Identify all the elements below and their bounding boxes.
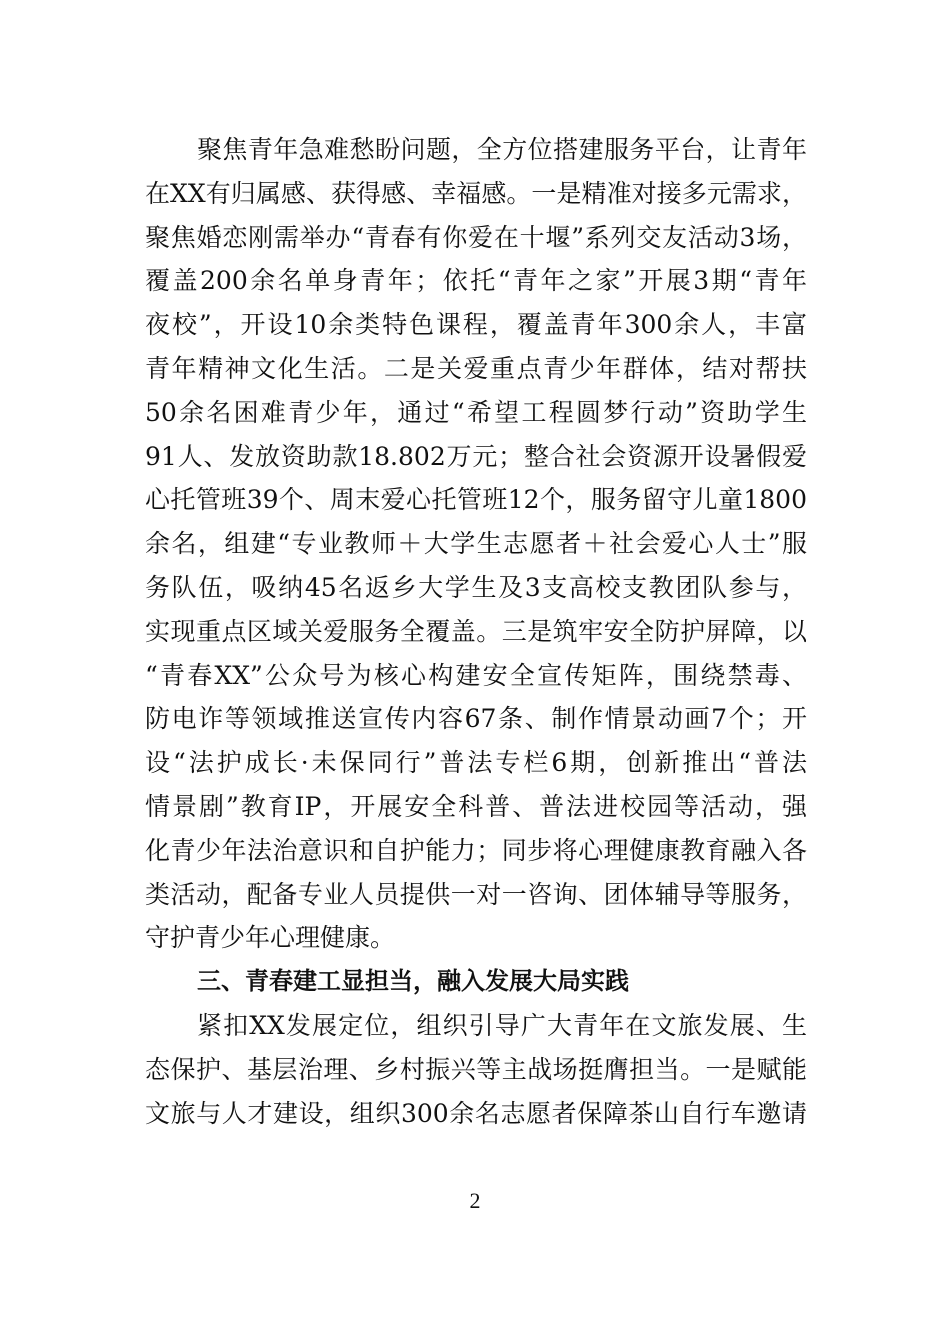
text-line: 在XX有归属感、获得感、幸福感。一是精准对接多元需求，: [145, 178, 807, 208]
section-heading: 三、青春建工显担当，融入发展大局实践: [197, 967, 629, 996]
text-line: 紧扣XX发展定位，组织引导广大青年在文旅发展、生: [197, 1010, 807, 1040]
text-line: 化青少年法治意识和自护能力；同步将心理健康教育融入各: [145, 835, 807, 865]
text-line: 心托管班39个、周末爱心托管班12个，服务留守儿童1800: [145, 485, 807, 515]
text-line: 类活动，配备专业人员提供一对一咨询、团体辅导等服务，: [145, 879, 807, 909]
text-line: 91人、发放资助款18.802万元；整合社会资源开设暑假爱: [145, 441, 807, 471]
text-line: 50余名困难青少年，通过“希望工程圆梦行动”资助学生: [145, 397, 807, 427]
text-line: 聚焦婚恋刚需举办“青春有你爱在十堰”系列交友活动3场，: [145, 222, 807, 252]
text-line: 聚焦青年急难愁盼问题，全方位搭建服务平台，让青年: [197, 135, 807, 164]
text-line: 防电诈等领域推送宣传内容67条、制作情景动画7个；开: [145, 704, 807, 734]
text-line: 覆盖200余名单身青年；依托“青年之家”开展3期“青年: [145, 266, 807, 296]
text-line: “青春XX”公众号为核心构建安全宣传矩阵，围绕禁毒、: [145, 660, 807, 690]
text-line: 青年精神文化生活。二是关爱重点青少年群体，结对帮扶: [145, 353, 807, 383]
page-number: 2: [469, 1188, 481, 1213]
text-line: 夜校”，开设10余类特色课程，覆盖青年300余人，丰富: [145, 310, 807, 340]
paragraph-youth-services: [145, 128, 807, 960]
text-line: 余名，组建“专业教师＋大学生志愿者＋社会爱心人士”服: [145, 529, 807, 559]
text-line: 文旅与人才建设，组织300余名志愿者保障茶山自行车邀请: [145, 1098, 807, 1128]
text-line: 务队伍，吸纳45名返乡大学生及3支高校支教团队参与，: [145, 572, 807, 602]
text-line: 情景剧”教育IP，开展安全科普、普法进校园等活动，强: [145, 791, 807, 821]
text-line: 守护青少年心理健康。: [145, 923, 396, 953]
text-line: 实现重点区域关爱服务全覆盖。三是筑牢安全防护屏障，以: [145, 616, 807, 646]
paragraph-development-practice: [145, 1004, 807, 1135]
text-line: 设“法护成长·未保同行”普法专栏6期，创新推出“普法: [145, 748, 807, 778]
page-body: [145, 128, 807, 1135]
text-line: 态保护、基层治理、乡村振兴等主战场挺膺担当。一是赋能: [145, 1054, 807, 1084]
